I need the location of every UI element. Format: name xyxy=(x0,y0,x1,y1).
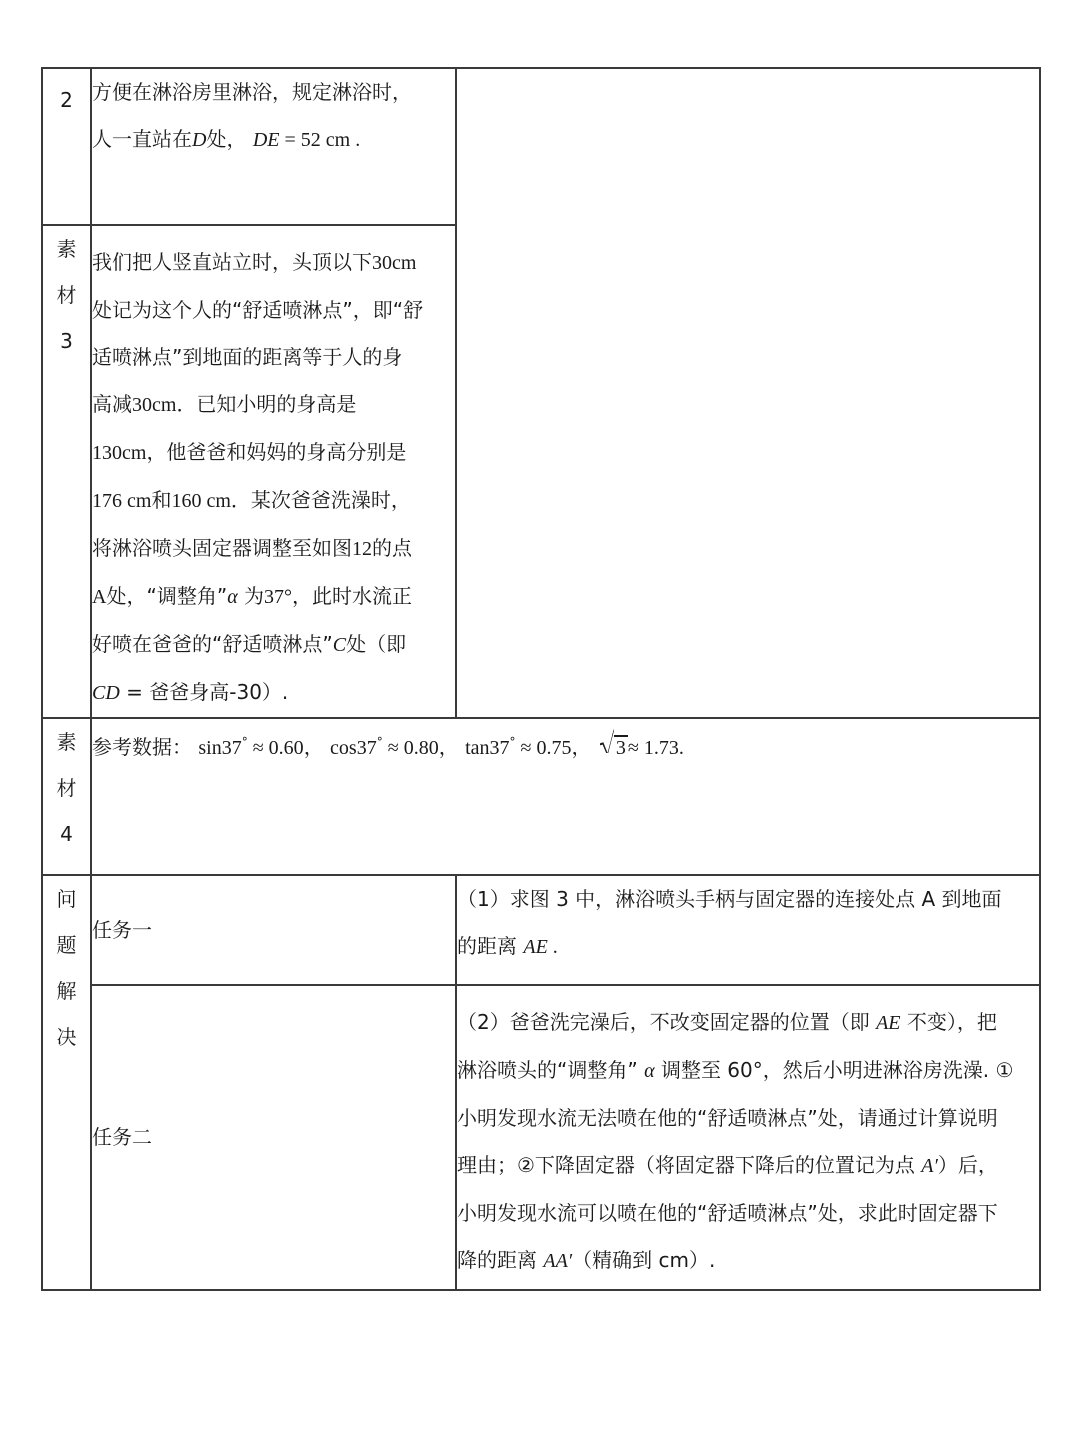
task-2-line-2: 淋浴喷头的“调整角” α 调整至 60°，然后小明进淋浴房洗澡. ① xyxy=(457,1058,1014,1082)
sqrt-symbol: 3 xyxy=(600,725,628,772)
task-2-label: 任务二 xyxy=(91,985,456,1290)
task-1-text xyxy=(456,875,1040,985)
material-3-line: 适喷淋点”到地面的距离等于人的身 xyxy=(92,345,403,369)
task-1-row xyxy=(42,875,1040,985)
material-3-text xyxy=(91,225,456,718)
problem-solving-label: 问 题 解 决 xyxy=(42,875,91,1290)
material-3-line: 处记为这个人的“舒适喷淋点”，即“舒 xyxy=(92,298,424,322)
task-2-line-1: （2）爸爸洗完澡后，不改变固定器的位置（即 AE 不变），把 xyxy=(457,1010,997,1034)
reference-data xyxy=(91,718,1040,875)
material-4-row xyxy=(42,718,1040,875)
figure-area xyxy=(456,68,1040,718)
material-3-line: 130cm，他爸爸和妈妈的身高分别是 xyxy=(92,440,407,464)
task-2-line-5: 小明发现水流可以喷在他的“舒适喷淋点”处，求此时固定器下 xyxy=(457,1201,998,1225)
material-table xyxy=(41,67,1041,1291)
task-2-line-3: 小明发现水流无法喷在他的“舒适喷淋点”处，请通过计算说明 xyxy=(457,1106,998,1130)
task-1-label: 任务一 xyxy=(91,875,456,985)
material-2-text xyxy=(91,68,456,225)
material-3-line: A处，“调整角”α 为37°，此时水流正 xyxy=(92,584,413,608)
material-3-line: 高减30cm．已知小明的身高是 xyxy=(92,392,357,416)
material-3-line: 将淋浴喷头固定器调整至如图12的点 xyxy=(92,536,412,560)
material-3-label: 素 材 3 xyxy=(42,225,91,718)
task-1-line-1: （1）求图 3 中，淋浴喷头手柄与固定器的连接处点 A 到地面 xyxy=(457,887,1002,911)
task-2-line-4: 理由；②下降固定器（将固定器下降后的位置记为点 A′）后， xyxy=(457,1153,998,1177)
material-2-line-2: 人一直站在D处， DE = 52 cm . xyxy=(92,127,361,151)
reference-data-line: 参考数据： sin37° ≈ 0.60， cos37° ≈ 0.80， tan37° ≈ 0.75， 3 ≈ 1.73. xyxy=(92,719,1039,772)
task-1-line-2: 的距离 AE . xyxy=(457,934,558,958)
task-2-text xyxy=(456,985,1040,1290)
task-2-line-6: 降的距离 AA′（精确到 cm）. xyxy=(457,1248,716,1272)
material-2-row xyxy=(42,68,1040,225)
material-3-line: CD = 爸爸身高-30）. xyxy=(92,680,289,704)
task-2-row xyxy=(42,985,1040,1290)
material-2-line-1: 方便在淋浴房里淋浴，规定淋浴时， xyxy=(92,80,412,104)
material-2-label: 2 xyxy=(42,68,91,225)
material-3-line: 我们把人竖直站立时，头顶以下30cm xyxy=(92,250,417,274)
material-4-label: 素 材 4 xyxy=(42,718,91,875)
material-3-line: 好喷在爸爸的“舒适喷淋点”C处（即 xyxy=(92,632,407,656)
material-3-line: 176 cm和160 cm．某次爸爸洗澡时， xyxy=(92,488,411,512)
